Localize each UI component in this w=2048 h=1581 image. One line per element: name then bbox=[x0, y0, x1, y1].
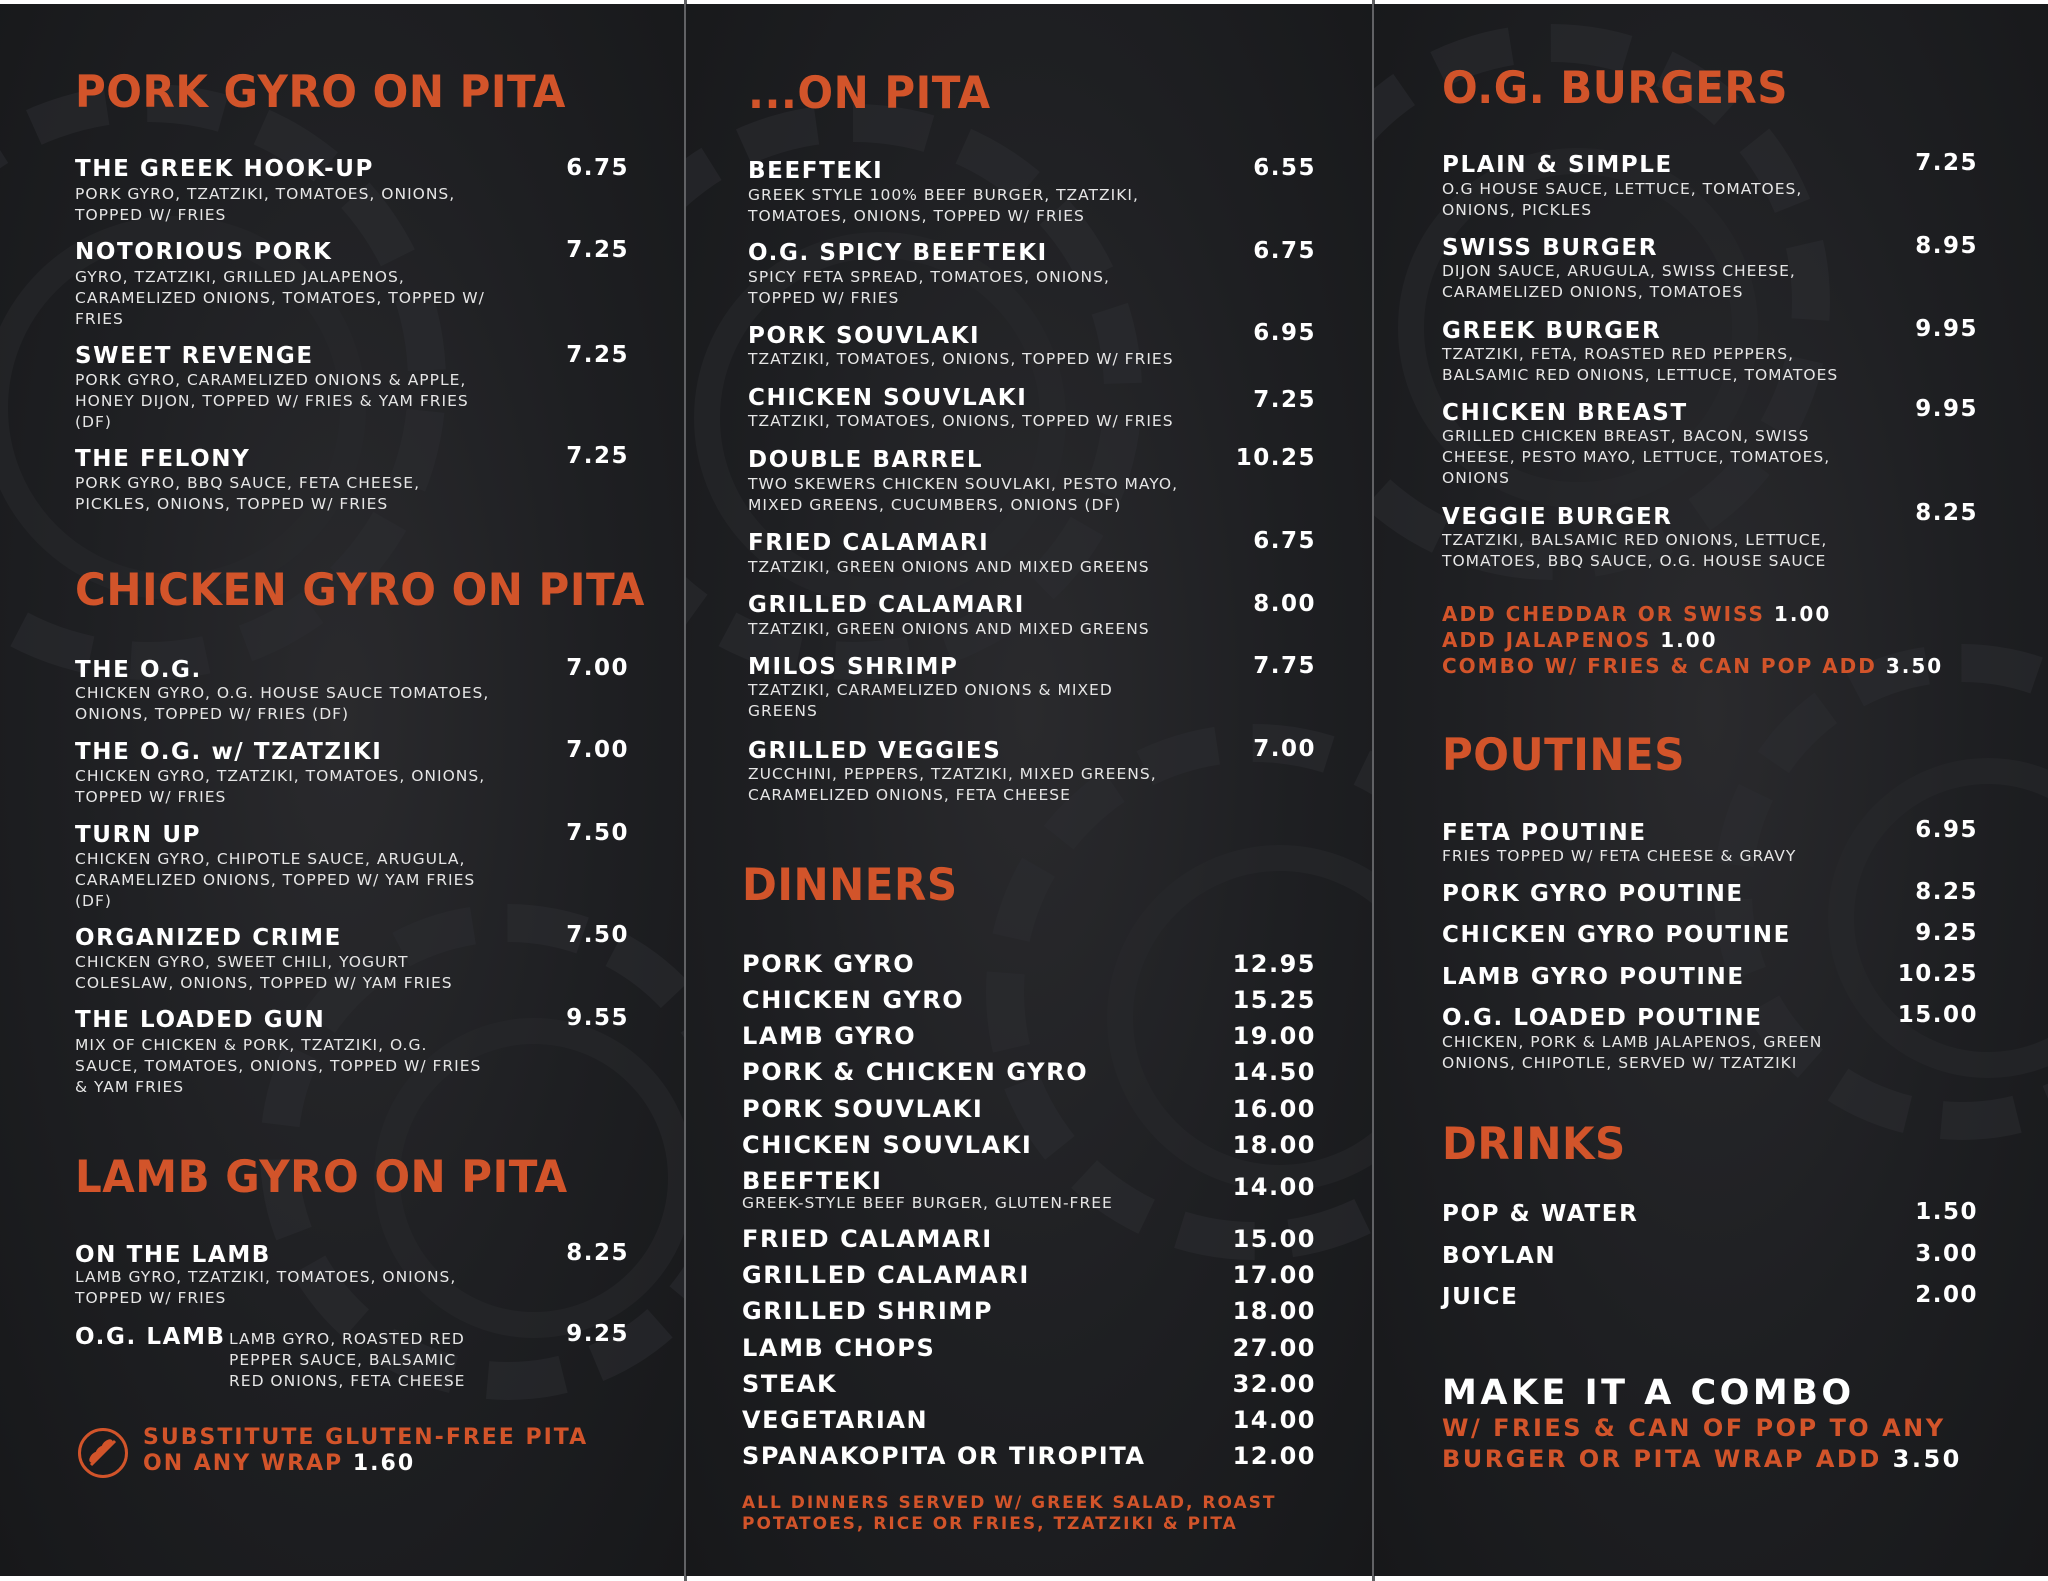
drink-price: 3.00 bbox=[1915, 1241, 1978, 1267]
combo-line1: W/ FRIES & CAN OF POP TO ANY bbox=[1442, 1414, 1946, 1442]
menu-item-price: 6.55 bbox=[1253, 155, 1316, 181]
menu-item-name: GRILLED VEGGIES bbox=[748, 738, 1002, 764]
section-heading-on-pita: ...ON PITA bbox=[748, 67, 991, 119]
menu-item-name: CHICKEN BREAST bbox=[1442, 400, 1688, 426]
menu-item-name: CHICKEN GYRO POUTINE bbox=[1442, 922, 1791, 948]
menu-item-description: SPICY FETA SPREAD, TOMATOES, ONIONS, TOPPED W/ FRIES bbox=[748, 268, 1110, 307]
section-heading-burgers: O.G. BURGERS bbox=[1442, 62, 1788, 114]
dinner-price: 16.00 bbox=[1232, 1095, 1316, 1123]
menu-item-name: LAMB GYRO POUTINE bbox=[1442, 964, 1745, 990]
menu-item-name: O.G. SPICY BEEFTEKI bbox=[748, 240, 1048, 266]
menu-item-name: THE GREEK HOOK-UP bbox=[75, 156, 374, 182]
menu-item-price: 9.55 bbox=[566, 1005, 629, 1031]
menu-item-description: PORK GYRO, CARAMELIZED ONIONS & APPLE, HONEY DIJON, TOPPED W/ FRIES & YAM FRIES (DF) bbox=[75, 371, 469, 431]
menu-item-price: 10.25 bbox=[1235, 445, 1316, 471]
gluten-free-note-line2 bbox=[143, 1451, 415, 1476]
section-heading-drinks: DRINKS bbox=[1442, 1118, 1626, 1170]
dinner-price: 17.00 bbox=[1232, 1261, 1316, 1289]
menu-item-name: BEEFTEKI bbox=[748, 158, 884, 184]
menu-item-name: SWEET REVENGE bbox=[75, 343, 314, 369]
dinners-footnote: ALL DINNERS SERVED W/ GREEK SALAD, ROAST POTATOES, RICE OR FRIES, TZATZIKI & PITA bbox=[742, 1493, 1277, 1534]
menu-item-price: 7.00 bbox=[1253, 736, 1316, 762]
menu-item-description: TZATZIKI, GREEN ONIONS AND MIXED GREENS bbox=[748, 620, 1150, 638]
dinner-name: PORK GYRO bbox=[742, 950, 916, 978]
menu-item-name: THE FELONY bbox=[75, 446, 251, 472]
addon-jalapenos bbox=[1442, 628, 1718, 652]
drink-name: POP & WATER bbox=[1442, 1201, 1639, 1227]
menu-item-description: CHICKEN, PORK & LAMB JALAPENOS, GREEN ONIONS, CHIPOTLE, SERVED W/ TZATZIKI bbox=[1442, 1033, 1823, 1072]
addon-price: 1.00 bbox=[1773, 602, 1832, 626]
menu-item-price: 7.25 bbox=[1915, 150, 1978, 176]
dinner-name: LAMB GYRO bbox=[742, 1022, 917, 1050]
dinner-price: 27.00 bbox=[1232, 1334, 1316, 1362]
menu-item-price: 8.25 bbox=[566, 1240, 629, 1266]
dinner-price: 15.25 bbox=[1232, 986, 1316, 1014]
menu-item-description: TZATZIKI, CARAMELIZED ONIONS & MIXED GREENS bbox=[748, 681, 1113, 720]
menu-item-name: NOTORIOUS PORK bbox=[75, 239, 333, 265]
addon-label: ADD CHEDDAR OR SWISS bbox=[1442, 602, 1765, 626]
combo-line2 bbox=[1442, 1444, 1962, 1475]
dinner-name: SPANAKOPITA OR TIROPITA bbox=[742, 1442, 1146, 1470]
dinner-name: FRIED CALAMARI bbox=[742, 1225, 993, 1253]
menu-item-price: 9.25 bbox=[1915, 920, 1978, 946]
menu-item-price: 7.25 bbox=[1253, 387, 1316, 413]
menu-item-description: CHICKEN GYRO, CHIPOTLE SAUCE, ARUGULA, CARAMELIZED ONIONS, TOPPED W/ YAM FRIES (DF) bbox=[75, 850, 476, 910]
menu-item-name: O.G. LAMB bbox=[75, 1324, 226, 1350]
menu-item-description: MIX OF CHICKEN & PORK, TZATZIKI, O.G. SAUCE, TOMATOES, ONIONS, TOPPED W/ FRIES & YAM FRIES bbox=[75, 1036, 482, 1096]
menu-item-price: 8.00 bbox=[1253, 591, 1316, 617]
menu-item-price: 7.25 bbox=[566, 342, 629, 368]
menu-item-description: PORK GYRO, BBQ SAUCE, FETA CHEESE, PICKLES, ONIONS, TOPPED W/ FRIES bbox=[75, 474, 421, 513]
menu-item-description: CHICKEN GYRO, SWEET CHILI, YOGURT COLESLAW, ONIONS, TOPPED W/ YAM FRIES bbox=[75, 953, 453, 992]
drink-name: JUICE bbox=[1442, 1284, 1519, 1310]
menu-item-description: CHICKEN GYRO, O.G. HOUSE SAUCE TOMATOES, ONIONS, TOPPED W/ FRIES (DF) bbox=[75, 684, 490, 723]
menu-item-name: PLAIN & SIMPLE bbox=[1442, 152, 1673, 178]
menu-item-name: THE LOADED GUN bbox=[75, 1007, 326, 1033]
menu-item-name: VEGGIE BURGER bbox=[1442, 504, 1673, 530]
menu-item-name: PORK SOUVLAKI bbox=[748, 323, 981, 349]
gluten-free-note-line1: SUBSTITUTE GLUTEN-FREE PITA bbox=[143, 1425, 589, 1450]
menu-item-price: 15.00 bbox=[1897, 1002, 1978, 1028]
menu-item-name: THE O.G. bbox=[75, 657, 202, 683]
menu-item-name: CHICKEN SOUVLAKI bbox=[748, 385, 1028, 411]
gluten-free-note-text: ON ANY WRAP bbox=[143, 1451, 344, 1476]
menu-item-description: ZUCCHINI, PEPPERS, TZATZIKI, MIXED GREENS, CARAMELIZED ONIONS, FETA CHEESE bbox=[748, 765, 1157, 804]
menu-item-price: 7.25 bbox=[566, 443, 629, 469]
menu-item-price: 6.95 bbox=[1253, 320, 1316, 346]
dinner-description: GREEK-STYLE BEEF BURGER, GLUTEN-FREE bbox=[742, 1194, 1113, 1212]
menu-item-description: FRIES TOPPED W/ FETA CHEESE & GRAVY bbox=[1442, 847, 1797, 865]
menu-item-price: 7.50 bbox=[566, 922, 629, 948]
combo-title: MAKE IT A COMBO bbox=[1442, 1373, 1855, 1413]
menu-item-name: MILOS SHRIMP bbox=[748, 654, 959, 680]
menu-item-description: TZATZIKI, BALSAMIC RED ONIONS, LETTUCE, TOMATOES, BBQ SAUCE, O.G. HOUSE SAUCE bbox=[1442, 531, 1828, 570]
menu-item-price: 7.00 bbox=[566, 737, 629, 763]
addon-price: 1.00 bbox=[1660, 628, 1718, 652]
menu-panel-middle bbox=[686, 4, 1372, 1576]
combo-text: BURGER OR PITA WRAP ADD bbox=[1442, 1445, 1882, 1473]
menu-item-description: O.G HOUSE SAUCE, LETTUCE, TOMATOES, ONIONS, PICKLES bbox=[1442, 180, 1803, 219]
menu-panel-right bbox=[1374, 4, 2048, 1576]
menu-item-name: ORGANIZED CRIME bbox=[75, 925, 342, 951]
menu-item-description: TZATZIKI, TOMATOES, ONIONS, TOPPED W/ FRIES bbox=[748, 412, 1174, 430]
drink-price: 1.50 bbox=[1915, 1199, 1978, 1225]
menu-item-description: DIJON SAUCE, ARUGULA, SWISS CHEESE, CARAMELIZED ONIONS, TOMATOES bbox=[1442, 262, 1796, 301]
dinner-name: CHICKEN SOUVLAKI bbox=[742, 1131, 1033, 1159]
menu-item-price: 7.00 bbox=[566, 655, 629, 681]
menu-item-description: GRILLED CHICKEN BREAST, BACON, SWISS CHEESE, PESTO MAYO, LETTUCE, TOMATOES, ONIONS bbox=[1442, 427, 1831, 487]
menu-item-name: FRIED CALAMARI bbox=[748, 530, 990, 556]
menu-item-description: GYRO, TZATZIKI, GRILLED JALAPENOS, CARAMELIZED ONIONS, TOMATOES, TOPPED W/ FRIES bbox=[75, 268, 485, 328]
dinner-price: 14.50 bbox=[1232, 1058, 1316, 1086]
menu-item-price: 7.75 bbox=[1253, 653, 1316, 679]
menu-item-name: THE O.G. w/ TZATZIKI bbox=[75, 739, 383, 765]
drink-price: 2.00 bbox=[1915, 1282, 1978, 1308]
section-heading-poutines: POUTINES bbox=[1442, 729, 1685, 781]
menu-item-price: 6.95 bbox=[1915, 817, 1978, 843]
menu-panel-left bbox=[0, 4, 684, 1576]
menu-item-price: 8.25 bbox=[1915, 879, 1978, 905]
drink-name: BOYLAN bbox=[1442, 1243, 1557, 1269]
addon-cheese bbox=[1442, 602, 1831, 626]
addon-label: COMBO W/ FRIES & CAN POP ADD bbox=[1442, 654, 1877, 678]
menu-item-name: O.G. LOADED POUTINE bbox=[1442, 1005, 1763, 1031]
menu-item-description: LAMB GYRO, ROASTED RED PEPPER SAUCE, BALSAMIC RED ONIONS, FETA CHEESE bbox=[229, 1330, 466, 1390]
dinner-price: 14.00 bbox=[1232, 1173, 1316, 1201]
dinner-name: VEGETARIAN bbox=[742, 1406, 929, 1434]
dinner-price: 19.00 bbox=[1232, 1022, 1316, 1050]
menu-item-price: 9.25 bbox=[566, 1321, 629, 1347]
menu-item-price: 7.50 bbox=[566, 820, 629, 846]
dinner-price: 32.00 bbox=[1232, 1370, 1316, 1398]
menu-item-price: 9.95 bbox=[1915, 316, 1978, 342]
section-heading-lamb: LAMB GYRO ON PITA bbox=[75, 1151, 568, 1203]
dinner-name: LAMB CHOPS bbox=[742, 1334, 936, 1362]
menu-item-price: 6.75 bbox=[1253, 238, 1316, 264]
menu-item-description: GREEK STYLE 100% BEEF BURGER, TZATZIKI, TOMATOES, ONIONS, TOPPED W/ FRIES bbox=[748, 186, 1139, 225]
menu-item-price: 10.25 bbox=[1897, 961, 1978, 987]
dinner-price: 12.95 bbox=[1232, 950, 1316, 978]
menu-item-price: 7.25 bbox=[566, 237, 629, 263]
section-heading-dinners: DINNERS bbox=[742, 859, 958, 911]
addon-combo bbox=[1442, 654, 1943, 678]
menu-item-description: LAMB GYRO, TZATZIKI, TOMATOES, ONIONS, TOPPED W/ FRIES bbox=[75, 1268, 457, 1307]
menu-item-name: TURN UP bbox=[75, 822, 202, 848]
menu-item-price: 8.95 bbox=[1915, 233, 1978, 259]
section-heading-pork: PORK GYRO ON PITA bbox=[75, 66, 566, 118]
dinner-name: CHICKEN GYRO bbox=[742, 986, 965, 1014]
menu-item-description: TZATZIKI, FETA, ROASTED RED PEPPERS, BALSAMIC RED ONIONS, LETTUCE, TOMATOES bbox=[1442, 345, 1839, 384]
menu-item-name: GRILLED CALAMARI bbox=[748, 592, 1025, 618]
menu-item-name: ON THE LAMB bbox=[75, 1242, 271, 1268]
menu-item-name: GREEK BURGER bbox=[1442, 318, 1662, 344]
wheat-icon bbox=[78, 1428, 128, 1478]
menu-item-price: 9.95 bbox=[1915, 396, 1978, 422]
addon-label: ADD JALAPENOS bbox=[1442, 628, 1652, 652]
dinner-price: 18.00 bbox=[1232, 1131, 1316, 1159]
dinner-price: 14.00 bbox=[1232, 1406, 1316, 1434]
dinner-name: GRILLED CALAMARI bbox=[742, 1261, 1030, 1289]
menu-item-description: TZATZIKI, TOMATOES, ONIONS, TOPPED W/ FRIES bbox=[748, 350, 1174, 368]
dinner-name: PORK SOUVLAKI bbox=[742, 1095, 984, 1123]
gluten-free-price: 1.60 bbox=[352, 1451, 416, 1476]
menu-item-name: DOUBLE BARREL bbox=[748, 447, 984, 473]
menu-item-description: TWO SKEWERS CHICKEN SOUVLAKI, PESTO MAYO, MIXED GREENS, CUCUMBERS, ONIONS (DF) bbox=[748, 475, 1178, 514]
menu-item-name: PORK GYRO POUTINE bbox=[1442, 881, 1744, 907]
menu-item-price: 8.25 bbox=[1915, 500, 1978, 526]
dinner-name: GRILLED SHRIMP bbox=[742, 1297, 994, 1325]
menu-item-name: SWISS BURGER bbox=[1442, 235, 1659, 261]
section-heading-chicken: CHICKEN GYRO ON PITA bbox=[75, 564, 645, 616]
dinner-name: STEAK bbox=[742, 1370, 838, 1398]
dinner-price: 12.00 bbox=[1232, 1442, 1316, 1470]
menu-item-name: FETA POUTINE bbox=[1442, 820, 1647, 846]
dinner-name: BEEFTEKI bbox=[742, 1167, 883, 1195]
dinner-price: 18.00 bbox=[1232, 1297, 1316, 1325]
dinner-price: 15.00 bbox=[1232, 1225, 1316, 1253]
addon-price: 3.50 bbox=[1885, 654, 1944, 678]
menu-item-description: TZATZIKI, GREEN ONIONS AND MIXED GREENS bbox=[748, 558, 1150, 576]
menu-item-description: CHICKEN GYRO, TZATZIKI, TOMATOES, ONIONS, TOPPED W/ FRIES bbox=[75, 767, 486, 806]
menu-item-description: PORK GYRO, TZATZIKI, TOMATOES, ONIONS, TOPPED W/ FRIES bbox=[75, 185, 456, 224]
menu-item-price: 6.75 bbox=[566, 155, 629, 181]
dinner-name: PORK & CHICKEN GYRO bbox=[742, 1058, 1089, 1086]
menu-item-price: 6.75 bbox=[1253, 528, 1316, 554]
combo-price: 3.50 bbox=[1892, 1445, 1962, 1473]
